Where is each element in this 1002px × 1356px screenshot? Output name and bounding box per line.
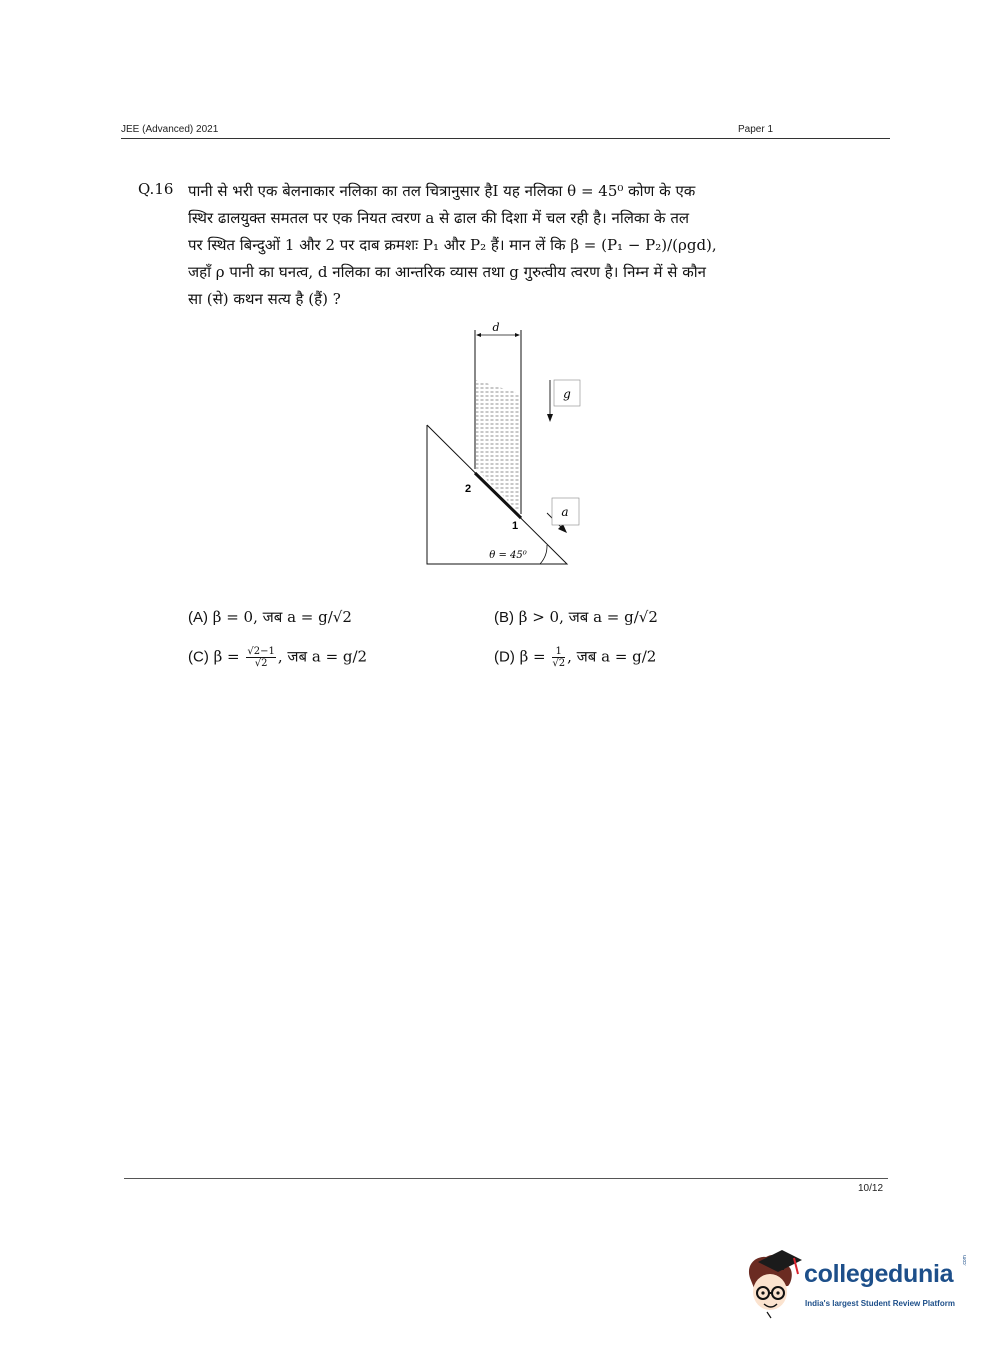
option-d-label: (D) — [494, 648, 515, 666]
option-d-prefix: β = — [514, 647, 551, 666]
header-exam-title: JEE (Advanced) 2021 — [121, 124, 219, 135]
header-divider — [121, 138, 890, 139]
question-line: पर स्थित बिन्दुओं 1 और 2 पर दाब क्रमशः P₁ और P₂ हैं। मान लें कि β = (P₁ − P₂)/(ρgd), — [188, 236, 717, 254]
question-line: स्थिर ढालयुक्त समतल पर एक नियत त्वरण a से ढाल की दिशा में चल रही है। नलिका के तल — [188, 209, 690, 227]
logo-tagline: India's largest Student Review Platform — [805, 1299, 955, 1308]
label-theta: θ = 45⁰ — [489, 550, 527, 561]
option-b — [494, 607, 658, 627]
question-number: Q.16 — [138, 180, 174, 198]
option-c — [188, 646, 367, 669]
question-line: पानी से भरी एक बेलनाकार नलिका का तल चित्रानुसार हैI यह नलिका θ = 45⁰ कोण के एक — [188, 182, 696, 200]
option-d — [494, 646, 656, 669]
option-c-prefix: β = — [208, 647, 245, 666]
collegedunia-logo — [744, 1248, 974, 1320]
label-a: a — [561, 505, 569, 519]
option-c-suffix: , जब a = g/2 — [277, 647, 368, 666]
label-1: 1 — [512, 520, 519, 532]
angle-arc — [540, 545, 547, 564]
option-d-fraction — [552, 646, 565, 669]
option-d-suffix: , जब a = g/2 — [567, 647, 657, 666]
option-a — [188, 607, 352, 627]
option-a-label: (A) — [188, 609, 208, 626]
logo-brand-name: collegedunia — [804, 1260, 954, 1288]
option-d-numerator: 1 — [552, 646, 565, 658]
label-d: d — [492, 321, 500, 334]
option-c-denominator: √2 — [254, 658, 268, 669]
option-c-numerator: √2−1 — [247, 646, 275, 657]
question-text — [188, 178, 828, 313]
option-a-text: β = 0, जब a = g/√2 — [208, 608, 352, 626]
question-line: सा (से) कथन सत्य है (हैं) ? — [188, 290, 341, 308]
question-line: जहाँ ρ पानी का घनत्व, d नलिका का आन्तरिक व्यास तथा g गुरुत्वीय त्वरण है। निम्न में से कौन — [188, 263, 706, 281]
option-d-denominator: √2 — [552, 658, 566, 669]
label-g: g — [563, 387, 571, 401]
option-b-text: β > 0, जब a = g/√2 — [514, 608, 658, 626]
option-c-label: (C) — [188, 648, 209, 666]
label-2: 2 — [465, 483, 472, 495]
incline-tube-diagram — [420, 318, 590, 573]
option-b-label: (B) — [494, 609, 514, 626]
option-c-fraction — [246, 646, 275, 669]
logo-suffix: .com — [962, 1255, 968, 1266]
page-number: 10/12 — [858, 1183, 884, 1194]
header-paper-number: Paper 1 — [738, 124, 774, 135]
mascot-icon — [744, 1248, 806, 1320]
footer-divider — [124, 1178, 888, 1179]
